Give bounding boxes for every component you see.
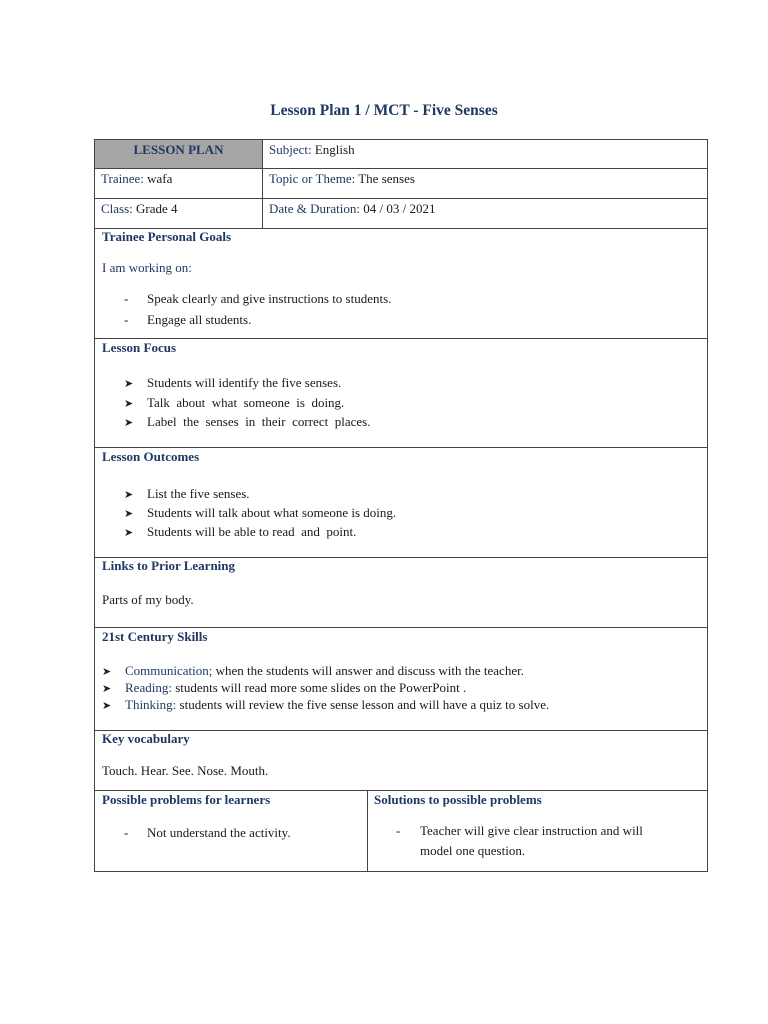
arrow-icon: ➤ [102,683,112,695]
focus-heading: Lesson Focus [102,340,177,355]
prior-text: Parts of my body. [102,592,194,607]
prior-section [94,558,708,628]
skills-heading: 21st Century Skills [102,629,208,644]
header-table [94,139,708,228]
vocab-section [94,731,708,791]
skill-label: Thinking: [125,697,177,712]
outcome-item: List the five senses. [147,486,250,501]
arrow-icon: ➤ [124,508,134,520]
topic-value: The senses [358,171,415,186]
topic-label: Topic or Theme: [269,171,356,186]
problems-solutions-section [94,791,708,872]
lesson-plan-label [95,140,263,169]
problems-heading: Possible problems for learners [102,792,271,807]
outcome-item: Students will talk about what someone is doing. [147,505,397,520]
subject-value: English [314,142,355,157]
skill-item [125,663,524,679]
vocab-text: Touch. Hear. See. Nose. Mouth. [102,763,269,778]
column-divider [367,791,368,871]
outcome-item: Students will be able to read and point. [147,524,357,539]
topic-cell [263,169,707,199]
subject-cell [263,140,707,169]
skill-item [125,697,549,713]
trainee-label: Trainee: [101,171,144,186]
date-label: Date & Duration: [269,201,360,216]
dash-icon: - [124,825,129,840]
skill-item [125,680,466,696]
class-label: Class: [101,201,133,216]
trainee-value: wafa [147,171,173,186]
skill-text: students will read more some slides on the PowerPoint . [171,680,467,695]
lesson-plan-text: LESSON PLAN [133,142,224,157]
page-title: Lesson Plan 1 / MCT - Five Senses [270,102,498,119]
focus-section [94,339,708,448]
goals-section [94,228,708,339]
skill-text: when the students will answer and discuss with the teacher. [212,663,524,678]
solution-line-1: Teacher will give clear instruction and will [420,823,643,838]
arrow-icon: ➤ [124,489,134,501]
vocab-heading: Key vocabulary [102,731,190,746]
goals-heading: Trainee Personal Goals [102,229,232,244]
subject-label: Subject: [269,142,312,157]
dash-icon: - [124,312,129,327]
arrow-icon: ➤ [124,398,134,410]
problem-item: Not understand the activity. [147,825,291,840]
solution-line-2: model one question. [420,843,526,858]
skills-section [94,628,708,731]
arrow-icon: ➤ [124,417,134,429]
arrow-icon: ➤ [124,527,134,539]
skill-label: Communication; [125,663,213,678]
dash-icon: - [396,823,401,838]
arrow-icon: ➤ [102,700,112,712]
date-value: 04 / 03 / 2021 [363,201,436,216]
focus-item: Label the senses in their correct places. [147,414,371,429]
goal-item: Speak clearly and give instructions to students. [147,291,392,306]
trainee-cell [95,169,263,199]
class-value: Grade 4 [136,201,178,216]
skill-text: students will review the five sense lesson and will have a quiz to solve. [176,697,550,712]
dash-icon: - [124,291,129,306]
outcomes-section [94,448,708,558]
outcomes-heading: Lesson Outcomes [102,449,200,464]
arrow-icon: ➤ [124,378,134,390]
date-cell [263,199,707,229]
focus-item: Students will identify the five senses. [147,375,342,390]
goal-item: Engage all students. [147,312,252,327]
focus-item: Talk about what someone is doing. [147,395,345,410]
skill-label: Reading: [125,680,172,695]
arrow-icon: ➤ [102,666,112,678]
class-cell [95,199,263,229]
goals-intro: I am working on: [102,260,192,275]
solutions-heading: Solutions to possible problems [374,792,542,807]
prior-heading: Links to Prior Learning [102,558,236,573]
